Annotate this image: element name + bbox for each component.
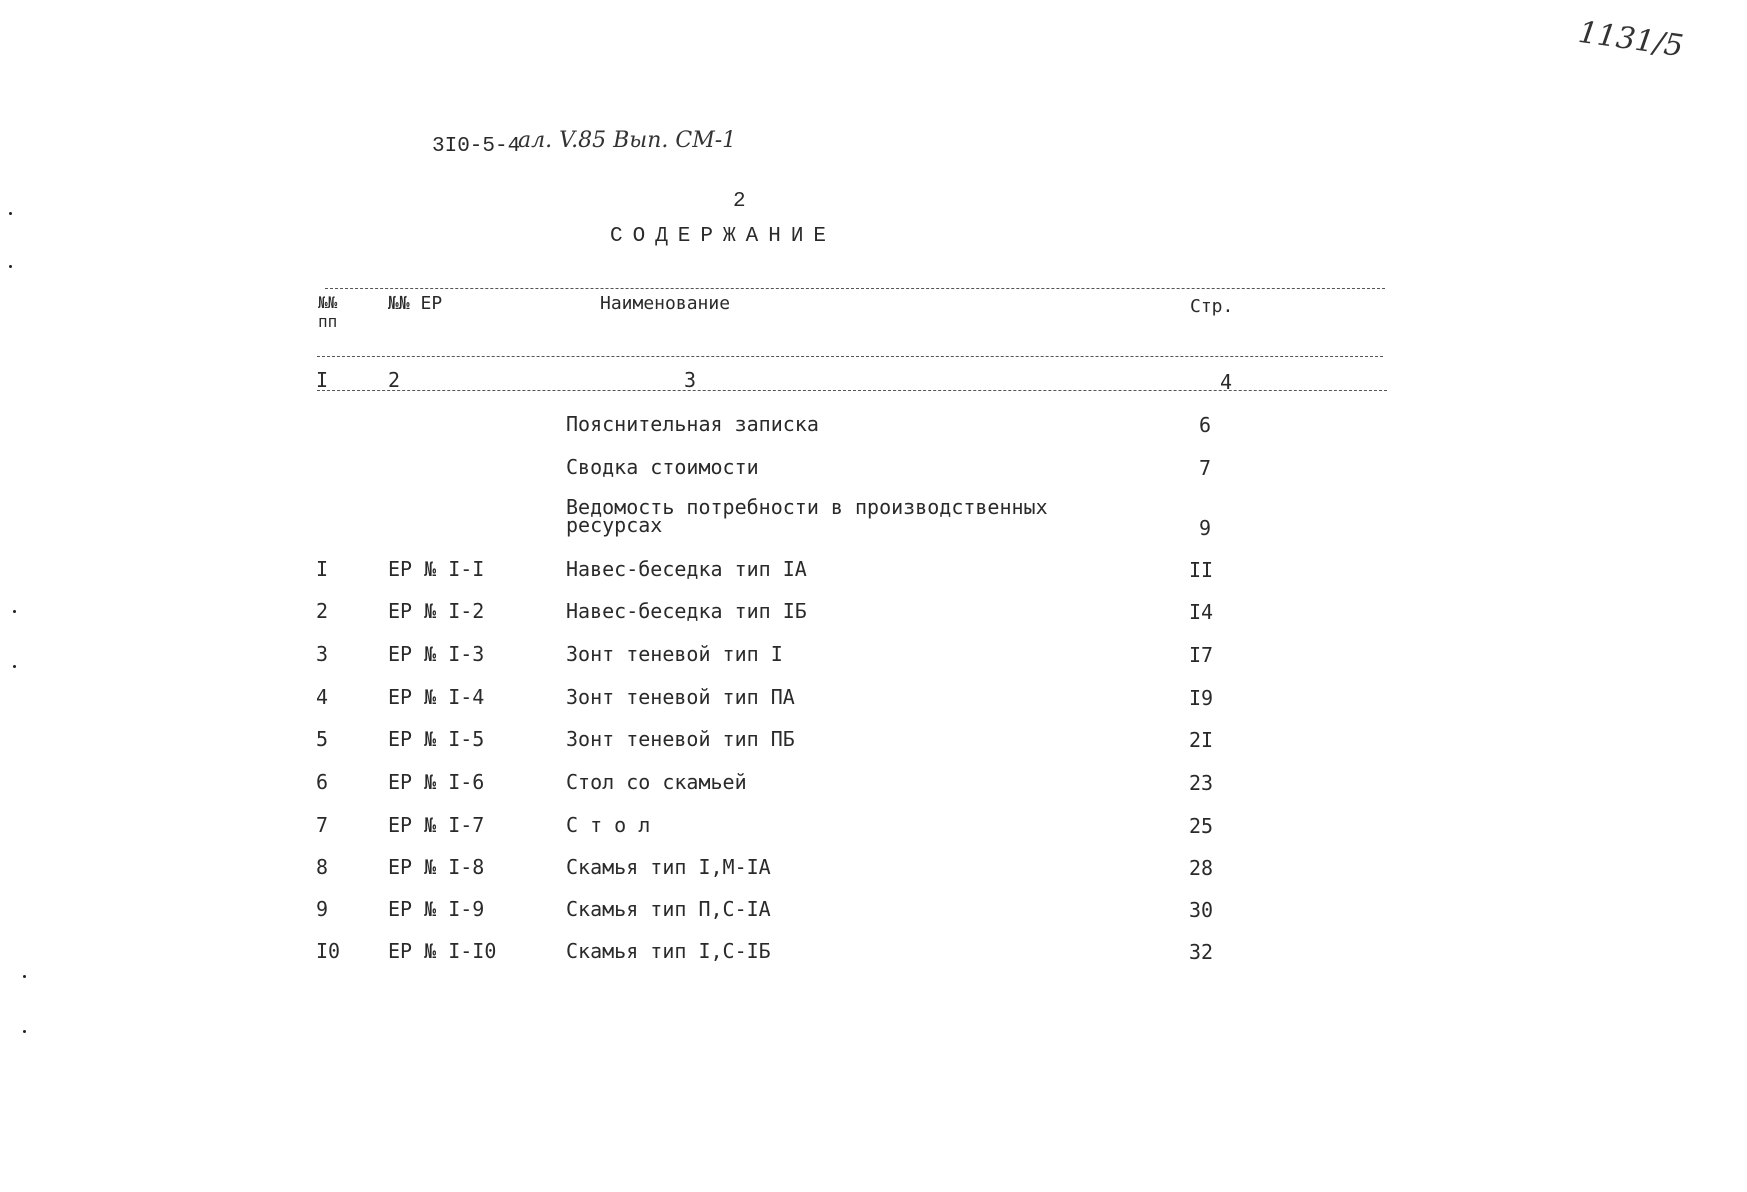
row-ep: ЕР № I-2 — [388, 599, 485, 623]
row-number: 6 — [316, 770, 329, 794]
scan-speck — [13, 610, 16, 613]
header-col-name: Наименование — [600, 293, 731, 314]
row-ep: ЕР № I-3 — [388, 642, 485, 666]
row-page: I9 — [1189, 686, 1214, 710]
page-number: 2 — [733, 190, 746, 213]
row-number: 8 — [316, 855, 329, 879]
row-page: 2I — [1189, 728, 1214, 752]
row-page: 7 — [1199, 456, 1212, 480]
row-page: 32 — [1189, 940, 1214, 964]
row-ep: ЕР № I-I0 — [388, 939, 497, 963]
table-top-rule — [325, 288, 1385, 289]
row-page: 25 — [1189, 814, 1214, 838]
row-name: Сводка стоимости — [566, 455, 759, 479]
row-page: 28 — [1189, 856, 1214, 880]
corner-handwritten-note: 1131/5 — [1576, 14, 1686, 65]
row-ep: ЕР № I-6 — [388, 770, 485, 794]
row-ep: ЕР № I-5 — [388, 727, 485, 751]
row-name: С т о л — [566, 813, 651, 837]
scan-speck — [9, 265, 12, 268]
row-name: Скамья тип I,С-IБ — [566, 939, 771, 963]
row-number: 9 — [316, 897, 329, 921]
row-number: 3 — [316, 642, 329, 666]
row-number: 5 — [316, 727, 329, 751]
column-number-3: 3 — [684, 368, 697, 392]
row-ep: ЕР № I-I — [388, 557, 485, 581]
column-number-4: 4 — [1220, 370, 1233, 394]
row-page: I4 — [1189, 600, 1214, 624]
row-number: 2 — [316, 599, 329, 623]
row-ep: ЕР № I-7 — [388, 813, 485, 837]
row-ep: ЕР № I-9 — [388, 897, 485, 921]
header-col-page: Стр. — [1190, 296, 1234, 317]
scan-speck — [23, 975, 26, 978]
row-name: Навес-беседка тип IБ — [566, 599, 807, 623]
row-page: 30 — [1189, 898, 1214, 922]
column-number-2: 2 — [388, 368, 401, 392]
row-name: Стол со скамьей — [566, 770, 747, 794]
row-ep: ЕР № I-8 — [388, 855, 485, 879]
row-page: 6 — [1199, 413, 1212, 437]
row-page: II — [1189, 558, 1214, 582]
header-col-ep: №№ ЕР — [388, 293, 443, 314]
row-name: Зонт теневой тип I — [566, 642, 783, 666]
row-name: Скамья тип П,С-IА — [566, 897, 771, 921]
column-number-1: I — [316, 368, 329, 392]
row-number: 4 — [316, 685, 329, 709]
row-name: Пояснительная записка — [566, 412, 819, 436]
header-col-number: №№ пп — [318, 293, 338, 331]
row-number: 7 — [316, 813, 329, 837]
document-handwritten-annotation: ал. V.85 Вып. СМ-1 — [518, 128, 737, 153]
row-page: I7 — [1189, 643, 1214, 667]
row-name: Зонт теневой тип ПА — [566, 685, 795, 709]
scan-speck — [23, 1030, 26, 1033]
row-name: Скамья тип I,М-IА — [566, 855, 771, 879]
row-ep: ЕР № I-4 — [388, 685, 485, 709]
row-name: Ведомость потребности в производственных ресурсах — [566, 495, 1048, 537]
row-name: Навес-беседка тип IА — [566, 557, 807, 581]
row-page: 23 — [1189, 771, 1214, 795]
row-number: I — [316, 557, 329, 581]
scan-speck — [13, 665, 16, 668]
page-title: СОДЕРЖАНИЕ — [610, 225, 837, 248]
scan-speck — [9, 212, 12, 215]
header-bottom-rule — [317, 356, 1383, 357]
document-code: 3I0-5-4 — [432, 135, 521, 158]
row-page: 9 — [1199, 516, 1212, 540]
row-name: Зонт теневой тип ПБ — [566, 727, 795, 751]
row-number: I0 — [316, 939, 341, 963]
